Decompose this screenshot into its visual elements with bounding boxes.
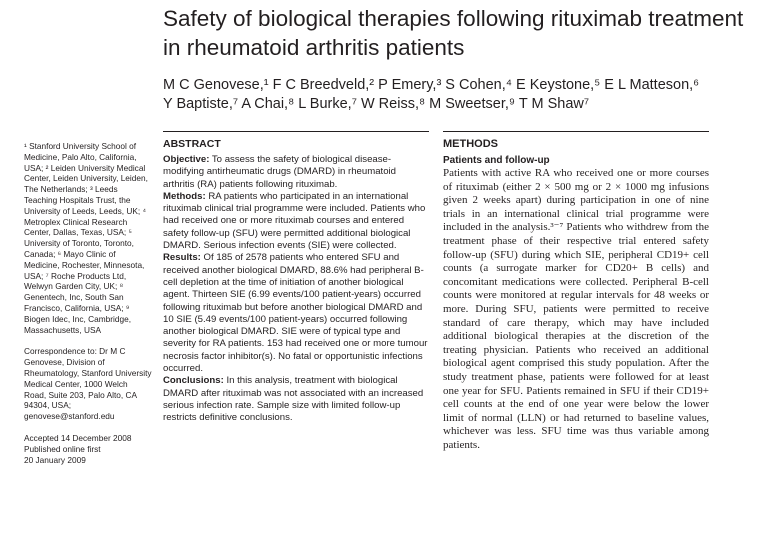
affiliations: ¹ Stanford University School of Medicine, Palo Alto, California, USA; ² Leiden University Medical Center, Leiden University, Leiden, The Netherlands; ³ Leeds Teaching Hospitals Trust, the University of Leeds, Leeds, UK; ⁴ Metroplex Clinical Research Center, Dallas, Texas, USA; ⁵ University of Toronto, Toronto, Canada; ⁶ Mayo Clinic of Medicine, Rochester, Minnesota, USA; ⁷ Roche Products Ltd, Welwyn Garden City, UK; ⁸ Genentech, Inc, South San Francisco, California, USA; ⁹ Biogen Idec, Inc, Cambridge, Massachusetts, USA [24, 141, 148, 335]
conclusions-label: Conclusions: [163, 375, 224, 387]
sidebar-notes [24, 141, 152, 465]
conclusions-text: In this analysis, treatment with biological DMARD after rituximab was not associated with an increased serious infection rate. Sample size with limited follow-up restricts definitive conclusions. [163, 375, 424, 424]
authors-line-2: Y Baptiste,⁷ A Chai,⁸ L Burke,⁷ W Reiss,⁸ M Sweetser,⁹ T M Shaw⁷ [163, 96, 590, 112]
methods-label: Methods: [163, 190, 206, 202]
author-list [163, 76, 753, 114]
results-text: Of 185 of 2578 patients who entered SFU and received another biological DMARD, 88.6% had peripheral B-cell depletion at the time of initiation of another biological agent. Thirteen SIE (6.99 events/100 patient-years) occurred following rituximab but before another biological DMARD and 10 SIE (5.49 events/100 patient-years) occurred following another biological DMARD. SIE were of typical type and severity for RA patients. 153 had received one or more tumour necrosis factor inhibitor(s). No fatal or opportunistic infections occurred. [163, 252, 428, 375]
abstract-heading: ABSTRACT [163, 138, 221, 150]
accepted-date: Accepted 14 December 2008 [24, 432, 132, 443]
methods-section [443, 131, 709, 452]
correspondence: Correspondence to: Dr M C Genovese, Division of Rheumatology, Stanford University Medical Center, 1000 Welch Road, Suite 203, Palo Alto, CA 94304, USA; genovese@stanford.edu [24, 346, 152, 422]
methods-subheading: Patients and follow-up [443, 155, 550, 166]
published-date: 20 January 2009 [24, 454, 86, 465]
abstract-results [163, 252, 429, 375]
abstract-methods [163, 191, 429, 252]
methods-heading: METHODS [443, 138, 498, 150]
methods-text: RA patients who participated in an international rituximab clinical trial programme were included. Patients who had received one or more rituximab courses and entered safety follow-up (SFU) were permitted additional biological DMARD. Serious infection events (SIE) were collected. [163, 190, 426, 252]
results-label: Results: [163, 252, 201, 264]
abstract-section [163, 131, 429, 425]
objective-text: To assess the safety of biological disease-modifying antirheumatic drugs (DMARD) in rheumatoid arthritis (RA) patients following rituximab. [163, 154, 397, 190]
abstract-conclusions [163, 375, 429, 424]
methods-paragraph: Patients with active RA who received one or more courses of rituximab (either 2 × 500 mg or 2 × 1000 mg infusions given 2 weeks apart) during participation in one of nine trials in an international clinical trial programme were included in the analysis.³⁻⁷ Patients who withdrew from the treatment phase of their respective trial entered safety follow-up (SFU) during which SIE, peripheral CD19+ cell counts (a surrogate marker for CD20+ B cells) and concomitant medications were collected. Peripheral B-cell counts were monitored at regular intervals for 48 weeks or more. During SFU, patients were permitted to receive standard of care therapy, which may have included additional biological therapies at the discretion of the treating physician. Patients who received an additional biological agent comprised this study population. After the study treatment phase, patients were followed for at least one year for SFU. Patients remained in SFU if their CD19+ cell counts at the end of one year were below the lower limit of normal (LLN) or had returned to baseline values, whichever was less. SFU time was thus variable among patients. [443, 167, 709, 451]
objective-label: Objective: [163, 154, 210, 165]
authors-line-1: M C Genovese,¹ F C Breedveld,² P Emery,³ S Cohen,⁴ E Keystone,⁵ E L Matteson,⁶ [163, 77, 700, 93]
published-label: Published online first [24, 443, 101, 454]
abstract-objective [163, 154, 429, 191]
article-title: Safety of biological therapies following rituximab treatment in rheumatoid arthritis patients [163, 6, 744, 60]
